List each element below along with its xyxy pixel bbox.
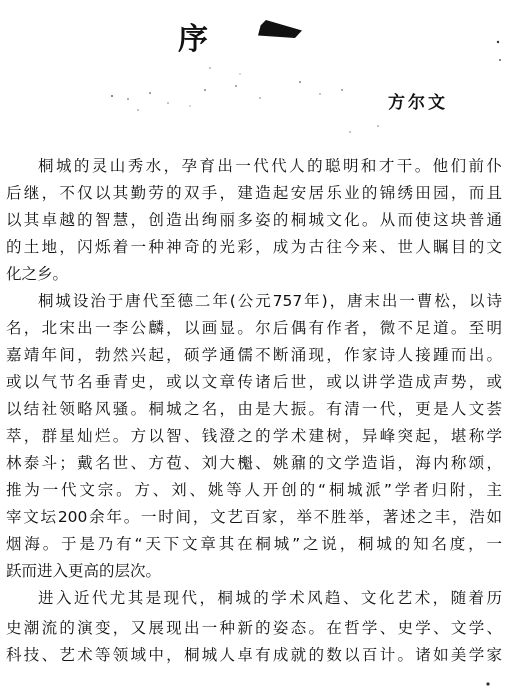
text-line: 或以气节名垂青史，或以文章传诸后世，或以讲学造成声势，或: [6, 373, 502, 391]
author-name: 方尔文: [388, 93, 448, 113]
text-line: 史潮流的演变，又展现出一种新的姿态。在哲学、史学、文学、: [6, 619, 502, 637]
preface-heading: 序: [178, 22, 210, 57]
text-line: 化之乡。: [6, 265, 69, 283]
text-line: 后继，不仅以其勤劳的双手，建造起安居乐业的锦绣田园，而且: [6, 184, 502, 202]
text-line: 林泰斗；戴名世、方苞、刘大櫆、姚鼐的文学造诣，海内称颂，: [6, 454, 502, 472]
text-line: 跃而进入更高的层次。: [6, 562, 162, 580]
text-line: 名，北宋出一李公麟，以画显。尔后偶有作者，微不足道。至明: [6, 319, 502, 337]
text-line: 科技、艺术等领域中，桐城人卓有成就的数以百计。诸如美学家: [6, 646, 502, 664]
text-line: 以结社领略风骚。桐城之名，由是大振。有清一代，更是人文荟: [6, 400, 502, 418]
text-line: 的土地，闪烁着一种神奇的光彩，成为古往今来、世人瞩目的文: [6, 238, 502, 256]
text-line: 烟海。于是乃有“天下文章其在桐城”之说，桐城的知名度，一: [6, 535, 502, 553]
text-line: 宰文坛200余年。一时间，文艺百家，举不胜举，著述之丰，浩如: [6, 508, 502, 526]
text-line: 推为一代文宗。方、刘、姚等人开创的“桐城派”学者归附，主: [6, 481, 502, 499]
text-line: 进入近代尤其是现代，桐城的学术风趋、文化艺术，随着历: [38, 589, 502, 607]
text-line: 嘉靖年间，勃然兴起，硕学通儒不断涌现，作家诗人接踵而出。: [6, 346, 502, 364]
text-line: 萃，群星灿烂。方以智、钱澄之的学术建树，异峰突起，堪称学: [6, 427, 502, 445]
text-line: 桐城设治于唐代至德二年(公元757年)，唐末出一曹松，以诗: [38, 292, 502, 310]
text-line: 以其卓越的智慧，创造出绚丽多姿的桐城文化。从而使这块普通: [6, 211, 502, 229]
ink-blot-mark: [258, 20, 302, 38]
text-line: 桐城的灵山秀水，孕育出一代代人的聪明和才干。他们前仆: [38, 157, 502, 175]
